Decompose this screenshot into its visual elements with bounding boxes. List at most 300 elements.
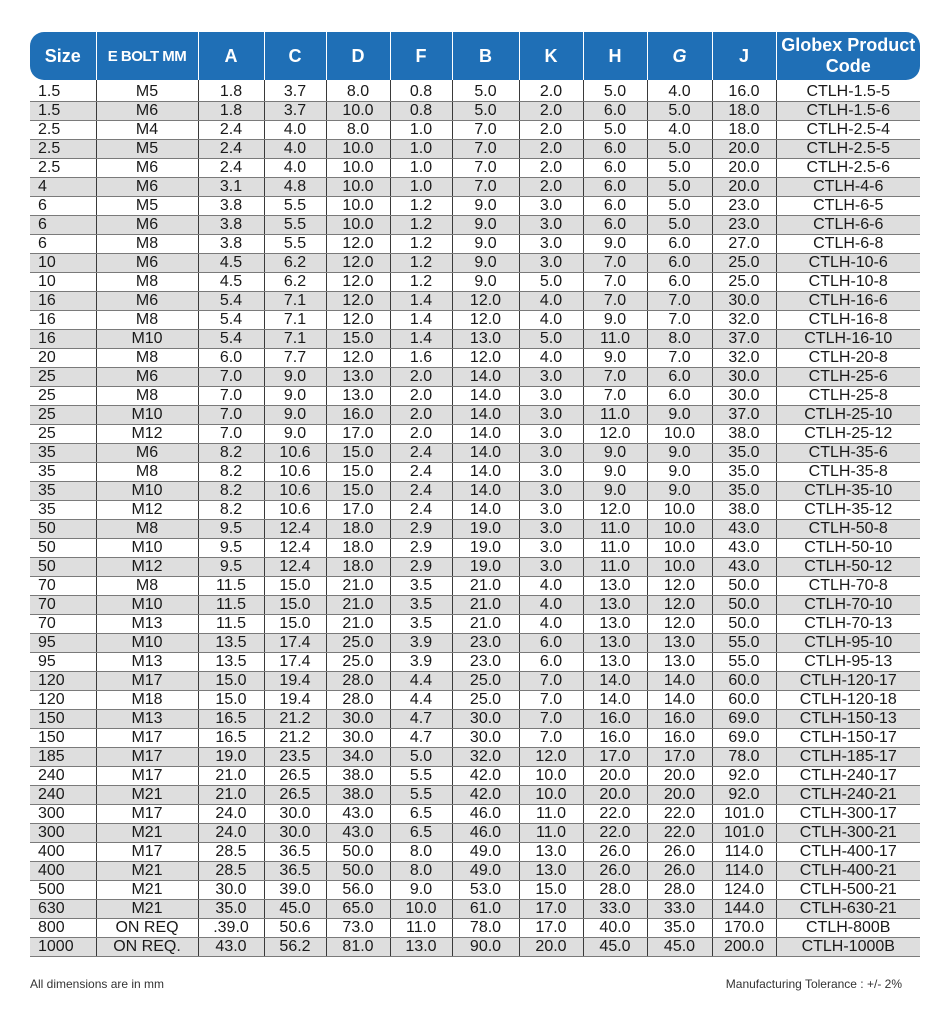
table-cell: CTLH-4-6 (776, 178, 920, 197)
table-cell: CTLH-25-8 (776, 387, 920, 406)
table-cell: 2.9 (390, 539, 452, 558)
table-cell: M8 (96, 235, 198, 254)
table-cell: 13.0 (390, 938, 452, 957)
table-cell: 2.0 (519, 80, 583, 102)
table-cell: 3.0 (519, 216, 583, 235)
table-cell: 19.0 (198, 748, 264, 767)
table-cell: M5 (96, 80, 198, 102)
table-cell: 13.0 (647, 653, 712, 672)
table-cell: 10.0 (647, 425, 712, 444)
table-cell: 10.0 (519, 786, 583, 805)
table-cell: M8 (96, 387, 198, 406)
table-cell: M21 (96, 786, 198, 805)
table-cell: 21.0 (326, 615, 390, 634)
table-cell: 150 (30, 710, 96, 729)
table-cell: 13.5 (198, 634, 264, 653)
table-row (30, 919, 920, 938)
table-cell: 1000 (30, 938, 96, 957)
table-row (30, 805, 920, 824)
table-cell: 1.5 (30, 80, 96, 102)
table-cell: 35 (30, 463, 96, 482)
table-cell: 25 (30, 425, 96, 444)
table-cell: 42.0 (452, 786, 519, 805)
table-cell: 50 (30, 520, 96, 539)
table-cell: 18.0 (326, 539, 390, 558)
table-cell: 55.0 (712, 653, 776, 672)
table-cell: 10.0 (390, 900, 452, 919)
table-cell: M6 (96, 254, 198, 273)
table-cell: 6 (30, 216, 96, 235)
table-cell: M17 (96, 767, 198, 786)
table-cell: 17.4 (264, 634, 326, 653)
table-cell: 3.0 (519, 444, 583, 463)
table-cell: 20.0 (647, 767, 712, 786)
table-cell: 14.0 (583, 672, 647, 691)
table-cell: 60.0 (712, 691, 776, 710)
table-cell: 10.0 (326, 216, 390, 235)
table-cell: M6 (96, 292, 198, 311)
table-cell: CTLH-400-17 (776, 843, 920, 862)
table-cell: 28.0 (583, 881, 647, 900)
table-cell: 17.0 (519, 919, 583, 938)
table-cell: 73.0 (326, 919, 390, 938)
table-cell: M10 (96, 539, 198, 558)
table-cell: 36.5 (264, 862, 326, 881)
table-cell: 26.5 (264, 786, 326, 805)
table-cell: CTLH-800B (776, 919, 920, 938)
table-cell: CTLH-150-13 (776, 710, 920, 729)
table-cell: 10.6 (264, 463, 326, 482)
table-cell: 6.0 (583, 102, 647, 121)
table-cell: CTLH-95-10 (776, 634, 920, 653)
table-cell: 27.0 (712, 235, 776, 254)
header-j: J (712, 32, 776, 80)
table-cell: 18.0 (326, 520, 390, 539)
table-cell: 13.0 (583, 653, 647, 672)
table-cell: M12 (96, 558, 198, 577)
table-cell: CTLH-2.5-6 (776, 159, 920, 178)
table-cell: 70 (30, 615, 96, 634)
table-cell: 2.0 (390, 387, 452, 406)
table-cell: 19.4 (264, 672, 326, 691)
table-cell: 36.5 (264, 843, 326, 862)
table-cell: 7.0 (519, 710, 583, 729)
header-row (30, 32, 920, 80)
table-cell: M21 (96, 881, 198, 900)
table-cell: 13.0 (326, 387, 390, 406)
table-cell: 17.0 (647, 748, 712, 767)
table-cell: 14.0 (647, 691, 712, 710)
table-cell: 10.0 (647, 520, 712, 539)
table-cell: 16.0 (326, 406, 390, 425)
table-cell: 50.0 (326, 843, 390, 862)
table-cell: CTLH-10-6 (776, 254, 920, 273)
table-cell: 2.5 (30, 121, 96, 140)
table-cell: 50 (30, 558, 96, 577)
table-cell: 10 (30, 254, 96, 273)
table-cell: 9.0 (647, 406, 712, 425)
table-cell: 3.5 (390, 577, 452, 596)
table-row (30, 710, 920, 729)
table-cell: 14.0 (452, 387, 519, 406)
table-row (30, 406, 920, 425)
table-cell: 10.6 (264, 482, 326, 501)
table-cell: 3.5 (390, 615, 452, 634)
table-cell: 9.0 (452, 273, 519, 292)
table-cell: 4.7 (390, 710, 452, 729)
table-cell: 6.0 (519, 653, 583, 672)
table-cell: 7.0 (647, 292, 712, 311)
table-cell: 10.6 (264, 444, 326, 463)
table-cell: 12.4 (264, 520, 326, 539)
table-cell: 14.0 (452, 463, 519, 482)
table-row (30, 881, 920, 900)
table-cell: 11.0 (583, 539, 647, 558)
table-cell: 90.0 (452, 938, 519, 957)
table-cell: 2.0 (519, 140, 583, 159)
table-cell: 33.0 (647, 900, 712, 919)
table-cell: 17.0 (326, 501, 390, 520)
table-cell: 12.0 (326, 311, 390, 330)
table-cell: 50.6 (264, 919, 326, 938)
table-cell: 38.0 (712, 425, 776, 444)
table-cell: 7.0 (519, 672, 583, 691)
header-c: C (264, 32, 326, 80)
table-cell: 9.5 (198, 520, 264, 539)
table-cell: 2.4 (198, 140, 264, 159)
table-cell: M17 (96, 843, 198, 862)
table-cell: 9.0 (390, 881, 452, 900)
table-cell: 37.0 (712, 330, 776, 349)
table-row (30, 140, 920, 159)
table-cell: 11.0 (390, 919, 452, 938)
tolerance-note: Manufacturing Tolerance : +/- 2% (725, 977, 902, 991)
table-cell: 18.0 (326, 558, 390, 577)
table-cell: 3.0 (519, 368, 583, 387)
table-cell: 13.0 (326, 368, 390, 387)
table-row (30, 273, 920, 292)
table-cell: 35.0 (647, 919, 712, 938)
table-cell: 11.0 (519, 824, 583, 843)
table-cell: 30.0 (712, 387, 776, 406)
table-cell: M17 (96, 729, 198, 748)
table-cell: 2.4 (390, 463, 452, 482)
table-cell: 3.0 (519, 558, 583, 577)
table-cell: 34.0 (326, 748, 390, 767)
table-cell: 43.0 (326, 805, 390, 824)
table-cell: 20.0 (647, 786, 712, 805)
table-cell: 46.0 (452, 824, 519, 843)
table-cell: 3.0 (519, 501, 583, 520)
table-cell: 4.8 (264, 178, 326, 197)
table-cell: 35.0 (198, 900, 264, 919)
table-cell: 3.0 (519, 520, 583, 539)
table-cell: 25 (30, 368, 96, 387)
table-cell: 6.0 (647, 254, 712, 273)
table-cell: 4.0 (264, 140, 326, 159)
table-row (30, 80, 920, 102)
table-cell: M8 (96, 311, 198, 330)
table-cell: 2.0 (519, 102, 583, 121)
table-row (30, 311, 920, 330)
table-cell: 3.0 (519, 425, 583, 444)
table-cell: 10.6 (264, 501, 326, 520)
table-cell: 4.4 (390, 691, 452, 710)
table-cell: 3.7 (264, 80, 326, 102)
table-cell: 38.0 (326, 767, 390, 786)
table-cell: M6 (96, 178, 198, 197)
table-cell: 3.7 (264, 102, 326, 121)
table-cell: 7.0 (583, 273, 647, 292)
table-cell: CTLH-6-8 (776, 235, 920, 254)
table-cell: 12.0 (452, 311, 519, 330)
table-cell: 26.0 (583, 843, 647, 862)
table-cell: 60.0 (712, 672, 776, 691)
table-row (30, 159, 920, 178)
table-cell: 12.0 (452, 292, 519, 311)
table-cell: CTLH-6-6 (776, 216, 920, 235)
table-cell: 21.0 (326, 577, 390, 596)
table-cell: 12.0 (326, 254, 390, 273)
table-cell: 25.0 (452, 691, 519, 710)
table-row (30, 292, 920, 311)
table-cell: 4.0 (519, 577, 583, 596)
table-cell: 16.5 (198, 710, 264, 729)
table-row (30, 938, 920, 957)
table-cell: 9.0 (452, 216, 519, 235)
table-cell: 16.5 (198, 729, 264, 748)
table-cell: 1.2 (390, 254, 452, 273)
table-cell: CTLH-500-21 (776, 881, 920, 900)
table-cell: 7.0 (583, 368, 647, 387)
table-cell: 6.0 (583, 216, 647, 235)
table-cell: 1.0 (390, 121, 452, 140)
table-cell: CTLH-50-8 (776, 520, 920, 539)
table-row (30, 425, 920, 444)
table-cell: 101.0 (712, 805, 776, 824)
table-cell: 23.5 (264, 748, 326, 767)
table-cell: 25.0 (712, 254, 776, 273)
table-cell: M12 (96, 501, 198, 520)
table-cell: 35.0 (712, 444, 776, 463)
table-cell: CTLH-70-13 (776, 615, 920, 634)
table-cell: 43.0 (712, 520, 776, 539)
table-cell: 12.0 (452, 349, 519, 368)
table-cell: M8 (96, 273, 198, 292)
table-cell: 14.0 (452, 368, 519, 387)
table-cell: 21.0 (198, 786, 264, 805)
table-cell: CTLH-1.5-5 (776, 80, 920, 102)
table-cell: 13.0 (452, 330, 519, 349)
table-cell: 1.4 (390, 292, 452, 311)
table-cell: 7.0 (452, 159, 519, 178)
table-cell: 5.5 (390, 767, 452, 786)
table-cell: 6 (30, 197, 96, 216)
header-e-bolt: E BOLT MM (96, 32, 198, 80)
table-cell: 50.0 (712, 577, 776, 596)
table-cell: 9.0 (264, 387, 326, 406)
table-cell: 46.0 (452, 805, 519, 824)
table-cell: 5.4 (198, 330, 264, 349)
table-cell: 101.0 (712, 824, 776, 843)
table-cell: 7.0 (198, 406, 264, 425)
table-row (30, 634, 920, 653)
table-cell: CTLH-1000B (776, 938, 920, 957)
table-cell: 1.0 (390, 140, 452, 159)
table-cell: ON REQ (96, 919, 198, 938)
table-cell: CTLH-35-12 (776, 501, 920, 520)
table-row (30, 463, 920, 482)
table-cell: 3.0 (519, 406, 583, 425)
table-cell: 7.0 (519, 691, 583, 710)
table-cell: 8.0 (326, 80, 390, 102)
table-cell: 28.0 (647, 881, 712, 900)
table-row (30, 729, 920, 748)
table-cell: 15.0 (326, 482, 390, 501)
table-cell: 5.0 (647, 140, 712, 159)
table-cell: 240 (30, 786, 96, 805)
table-cell: 23.0 (452, 653, 519, 672)
table-cell: 144.0 (712, 900, 776, 919)
table-cell: 69.0 (712, 729, 776, 748)
header-h: H (583, 32, 647, 80)
table-cell: 95 (30, 653, 96, 672)
table-cell: 3.0 (519, 197, 583, 216)
table-cell: 26.0 (583, 862, 647, 881)
table-cell: M5 (96, 197, 198, 216)
table-cell: 35 (30, 482, 96, 501)
table-cell: 19.0 (452, 520, 519, 539)
table-cell: M13 (96, 653, 198, 672)
table-cell: 20.0 (712, 159, 776, 178)
table-row (30, 387, 920, 406)
table-cell: 49.0 (452, 862, 519, 881)
table-cell: 7.7 (264, 349, 326, 368)
table-cell: 22.0 (583, 805, 647, 824)
table-cell: 0.8 (390, 80, 452, 102)
table-row (30, 691, 920, 710)
table-cell: 7.0 (583, 292, 647, 311)
table-cell: 9.0 (583, 311, 647, 330)
table-cell: 14.0 (452, 425, 519, 444)
table-cell: 630 (30, 900, 96, 919)
table-cell: 150 (30, 729, 96, 748)
table-cell: 13.0 (583, 596, 647, 615)
table-cell: 8.2 (198, 501, 264, 520)
table-cell: M5 (96, 140, 198, 159)
table-cell: 6.2 (264, 273, 326, 292)
table-cell: 300 (30, 824, 96, 843)
table-cell: 55.0 (712, 634, 776, 653)
table-cell: 3.8 (198, 197, 264, 216)
table-cell: 25.0 (452, 672, 519, 691)
table-cell: 2.9 (390, 558, 452, 577)
table-cell: 5.0 (452, 102, 519, 121)
table-cell: 1.2 (390, 235, 452, 254)
table-cell: 30.0 (326, 729, 390, 748)
table-cell: 2.0 (390, 425, 452, 444)
table-cell: 7.0 (452, 178, 519, 197)
table-cell: 15.0 (264, 577, 326, 596)
table-cell: 120 (30, 672, 96, 691)
table-cell: 28.5 (198, 843, 264, 862)
table-cell: 92.0 (712, 786, 776, 805)
table-cell: CTLH-35-10 (776, 482, 920, 501)
spec-table-wrapper (30, 32, 920, 957)
table-cell: CTLH-20-8 (776, 349, 920, 368)
table-cell: 12.0 (583, 501, 647, 520)
table-cell: M8 (96, 463, 198, 482)
table-cell: 13.0 (647, 634, 712, 653)
table-cell: 2.0 (519, 159, 583, 178)
table-cell: 6.5 (390, 805, 452, 824)
table-cell: CTLH-6-5 (776, 197, 920, 216)
table-cell: 16.0 (583, 729, 647, 748)
table-row (30, 349, 920, 368)
table-cell: 3.8 (198, 216, 264, 235)
table-cell: 11.5 (198, 615, 264, 634)
table-cell: M13 (96, 710, 198, 729)
table-cell: 12.0 (326, 292, 390, 311)
table-cell: 6.0 (647, 273, 712, 292)
table-cell: 5.0 (583, 121, 647, 140)
table-cell: ON REQ. (96, 938, 198, 957)
table-cell: M10 (96, 330, 198, 349)
table-row (30, 748, 920, 767)
table-cell: 9.0 (452, 254, 519, 273)
table-cell: 26.0 (647, 862, 712, 881)
table-cell: M12 (96, 425, 198, 444)
table-cell: 2.5 (30, 140, 96, 159)
header-a: A (198, 32, 264, 80)
table-cell: 56.2 (264, 938, 326, 957)
table-cell: 4.0 (519, 349, 583, 368)
table-row (30, 900, 920, 919)
table-row (30, 615, 920, 634)
table-cell: 8.0 (390, 862, 452, 881)
table-cell: 800 (30, 919, 96, 938)
table-cell: 14.0 (647, 672, 712, 691)
table-cell: M8 (96, 520, 198, 539)
table-row (30, 767, 920, 786)
table-cell: 3.0 (519, 254, 583, 273)
table-cell: 16.0 (712, 80, 776, 102)
header-f: F (390, 32, 452, 80)
dimensions-table (30, 32, 920, 957)
table-cell: 61.0 (452, 900, 519, 919)
table-cell: CTLH-150-17 (776, 729, 920, 748)
table-cell: 7.1 (264, 311, 326, 330)
table-cell: 32.0 (452, 748, 519, 767)
table-cell: 6.0 (647, 387, 712, 406)
table-cell: 114.0 (712, 843, 776, 862)
table-cell: 35 (30, 444, 96, 463)
table-cell: 3.0 (519, 539, 583, 558)
table-cell: 23.0 (452, 634, 519, 653)
table-cell: 3.0 (519, 463, 583, 482)
table-cell: 32.0 (712, 311, 776, 330)
table-row (30, 235, 920, 254)
table-cell: 69.0 (712, 710, 776, 729)
table-cell: 33.0 (583, 900, 647, 919)
table-cell: 6.0 (583, 159, 647, 178)
header-g: G (647, 32, 712, 80)
table-cell: M10 (96, 596, 198, 615)
table-cell: CTLH-2.5-5 (776, 140, 920, 159)
table-cell: 6.0 (647, 235, 712, 254)
table-cell: 10.0 (326, 197, 390, 216)
table-cell: 14.0 (452, 406, 519, 425)
